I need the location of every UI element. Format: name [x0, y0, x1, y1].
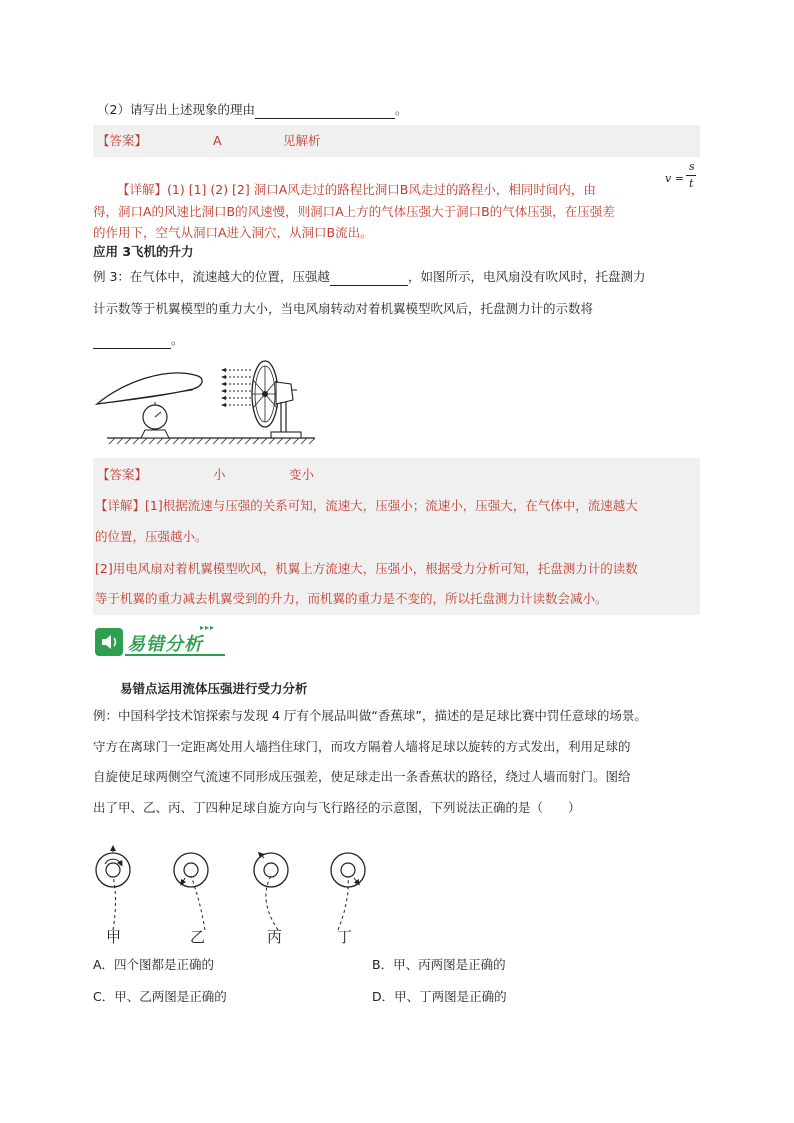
fan-hub [262, 391, 268, 397]
example-3-line-3: 。 [93, 331, 184, 349]
speaker-icon [95, 628, 123, 656]
example-4-line-4: 出了甲、乙、丙、丁四种足球自旋方向与飞行路径的示意图，下列说法正确的是（ ） [93, 800, 581, 815]
ball-label-yi: 乙 [190, 928, 206, 946]
example-4-line-2: 守方在离球门一定距离处用人墙挡住球门，而攻方隔着人墙将足球以旋转的方式发出，利用足球的 [93, 739, 631, 754]
wing-fan-diagram [93, 352, 323, 452]
air-arrow-heads [221, 368, 226, 407]
answer-1-b: 见解析 [283, 133, 321, 148]
answer-tag-1: 【答案】 [97, 133, 148, 148]
q2-text: （2）请写出上述现象的理由 [97, 102, 255, 117]
wing-model [97, 373, 202, 404]
answer-1-a: A [213, 133, 222, 148]
blank-1 [330, 271, 408, 286]
velocity-formula: v = s t [665, 160, 695, 190]
ball-spin-diagram [88, 840, 378, 930]
section-badge-title: 易错分析 [127, 634, 203, 655]
ball-label-ding: 丁 [337, 928, 353, 946]
question-2-line: （2）请写出上述现象的理由 。 [97, 102, 408, 117]
example-3-line-1: 例 3：在气体中，流速越大的位置，压强越 ，如图所示，电风扇没有吹风时，托盘测力 [93, 269, 646, 284]
air-flow-arrows [225, 370, 251, 405]
ball-bing [254, 853, 288, 930]
detail-2-line-2: 的位置，压强越小。 [95, 529, 208, 544]
option-c[interactable]: C．甲、乙两图是正确的 [93, 989, 227, 1004]
blank-2 [93, 334, 171, 349]
option-a[interactable]: A．四个图都是正确的 [93, 957, 215, 972]
answer-tag-2: 【答案】 [97, 467, 148, 482]
answer-blank [255, 104, 395, 119]
fan-motor [276, 382, 293, 404]
ball-label-bing: 丙 [267, 928, 283, 946]
ball-jia [96, 848, 130, 930]
answer-2-a: 小 [213, 467, 226, 482]
example-4-line-3: 自旋使足球两侧空气流速不同形成压强差，使足球走出一条香蕉状的路径，绕过人墙而射门。图给 [93, 769, 631, 784]
example-3-line-2: 计示数等于机翼模型的重力大小，当电风扇转动对着机翼模型吹风后，托盘测力计的示数将 [93, 301, 594, 316]
error-point-title: 易错点运用流体压强进行受力分析 [120, 681, 308, 696]
arrow-deco-icon: ▸▸▸ [200, 623, 216, 632]
detail-1-line-2: 得，洞口A的风速比洞口B的风速慢，则洞口A上方的气体压强大于洞口B的气体压强，在压强差 [93, 204, 615, 219]
detail-1-line-3: 的作用下，空气从洞口A进入洞穴，从洞口B流出。 [93, 225, 373, 240]
section-underline [125, 654, 225, 656]
detail-2-line-4: 等于机翼的重力减去机翼受到的升力，而机翼的重力是不变的，所以托盘测力计读数会减小。 [95, 591, 608, 606]
fraction-bar [686, 175, 696, 176]
ground-hatching [109, 438, 315, 444]
detail-2-line-3: [2]用电风扇对着机翼模型吹风，机翼上方流速大，压强小，根据受力分析可知，托盘测力计的读数 [95, 561, 638, 576]
example-4-line-1: 例：中国科学技术馆探索与发现 4 厅有个展品叫做“香蕉球”，描述的是足球比赛中罚任意球的场景。 [93, 708, 647, 723]
option-d[interactable]: D．甲、丁两图是正确的 [372, 989, 507, 1004]
answer-band-1 [93, 125, 700, 157]
application-3-title: 应用 3飞机的升力 [93, 244, 194, 259]
detail-2-line-1: 【详解】[1]根据流速与压强的关系可知，流速大，压强小；流速小，压强大，在气体中，流速越大 [95, 498, 638, 513]
ball-yi [174, 853, 208, 930]
detail-1-line-1: 【详解】(1) [1] (2) [2] 洞口A风走过的路程比洞口B风走过的路程小，相同时间内，由 [117, 182, 596, 197]
ball-ding [331, 853, 365, 930]
ball-label-jia: 甲 [106, 928, 122, 946]
option-b[interactable]: B．甲、丙两图是正确的 [372, 957, 506, 972]
fan-stand [271, 432, 301, 438]
scale-base [141, 430, 169, 438]
answer-2-b: 变小 [289, 467, 315, 482]
